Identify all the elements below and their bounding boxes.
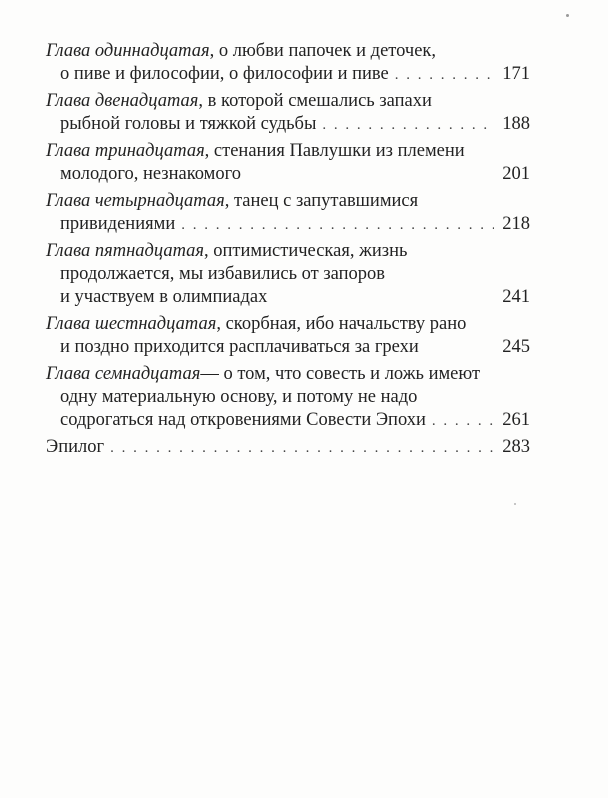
scan-speck bbox=[514, 503, 516, 505]
toc-line bbox=[46, 286, 530, 310]
toc-line bbox=[46, 63, 530, 87]
toc-entry[interactable] bbox=[46, 363, 530, 433]
scan-speck bbox=[566, 14, 569, 17]
chapter-title: Глава тринадцатая bbox=[46, 141, 205, 161]
chapter-description: , о любви папочек и деточек, bbox=[209, 41, 437, 61]
toc-line bbox=[46, 40, 530, 63]
toc-line bbox=[46, 140, 530, 163]
toc-line bbox=[46, 190, 530, 213]
toc-line bbox=[46, 386, 530, 409]
toc-line bbox=[46, 163, 530, 187]
chapter-description: — о том, что совесть и ложь имеют bbox=[200, 364, 481, 384]
chapter-title: Глава семнадцатая bbox=[46, 364, 201, 384]
page-number: 188 bbox=[502, 114, 530, 134]
chapter-description: и участвуем в олимпиадах bbox=[60, 287, 268, 307]
table-of-contents bbox=[46, 40, 530, 463]
toc-line bbox=[46, 263, 530, 286]
toc-line bbox=[46, 336, 530, 360]
chapter-title: Глава одиннадцатая bbox=[46, 41, 210, 61]
chapter-title: Глава четырнадцатая bbox=[46, 191, 225, 211]
toc-entry[interactable] bbox=[46, 313, 530, 360]
chapter-title: Эпилог bbox=[46, 437, 105, 457]
page-number: 283 bbox=[502, 437, 530, 457]
page-number: 261 bbox=[502, 410, 530, 430]
chapter-description: , танец с запутавшимися bbox=[224, 191, 419, 211]
chapter-description: , оптимистическая, жизнь bbox=[204, 241, 408, 261]
toc-line bbox=[46, 313, 530, 336]
toc-line bbox=[46, 90, 530, 113]
page-number: 241 bbox=[502, 287, 530, 307]
chapter-description: молодого, незнакомого bbox=[60, 164, 241, 184]
page-number: 201 bbox=[502, 164, 530, 184]
toc-entry[interactable] bbox=[46, 240, 530, 310]
chapter-description: , в которой смешались запахи bbox=[198, 91, 432, 111]
toc-entry[interactable] bbox=[46, 140, 530, 187]
toc-entry[interactable] bbox=[46, 90, 530, 137]
chapter-description: рыбной головы и тяжкой судьбы bbox=[60, 114, 317, 134]
chapter-description: привидениями bbox=[60, 214, 176, 234]
chapter-description: , стенания Павлушки из племени bbox=[204, 141, 465, 161]
dot-leader bbox=[110, 437, 494, 460]
toc-line bbox=[46, 213, 530, 237]
toc-line bbox=[46, 409, 530, 433]
chapter-description: продолжается, мы избавились от запоров bbox=[60, 264, 386, 284]
page-number: 218 bbox=[502, 214, 530, 234]
page-number: 171 bbox=[502, 64, 530, 84]
chapter-description: , скорбная, ибо начальству рано bbox=[216, 314, 467, 334]
toc-entry[interactable] bbox=[46, 190, 530, 237]
dot-leader bbox=[395, 64, 494, 87]
chapter-description: о пиве и философии, о философии и пиве bbox=[60, 64, 389, 84]
page-number: 245 bbox=[502, 337, 530, 357]
chapter-title: Глава двенадцатая bbox=[46, 91, 199, 111]
dot-leader bbox=[322, 114, 494, 137]
chapter-description: и поздно приходится расплачиваться за грехи bbox=[60, 337, 419, 357]
chapter-title: Глава пятнадцатая bbox=[46, 241, 205, 261]
toc-line bbox=[46, 363, 530, 386]
dot-leader bbox=[181, 214, 494, 237]
dot-leader bbox=[432, 410, 494, 433]
chapter-description: одну материальную основу, и потому не надо bbox=[60, 387, 418, 407]
toc-entry-epilogue[interactable] bbox=[46, 436, 530, 460]
chapter-description: содрогаться над откровениями Совести Эпохи bbox=[60, 410, 426, 430]
toc-line bbox=[46, 436, 530, 460]
toc-entry[interactable] bbox=[46, 40, 530, 87]
toc-line bbox=[46, 240, 530, 263]
toc-line bbox=[46, 113, 530, 137]
chapter-title: Глава шестнадцатая bbox=[46, 314, 217, 334]
